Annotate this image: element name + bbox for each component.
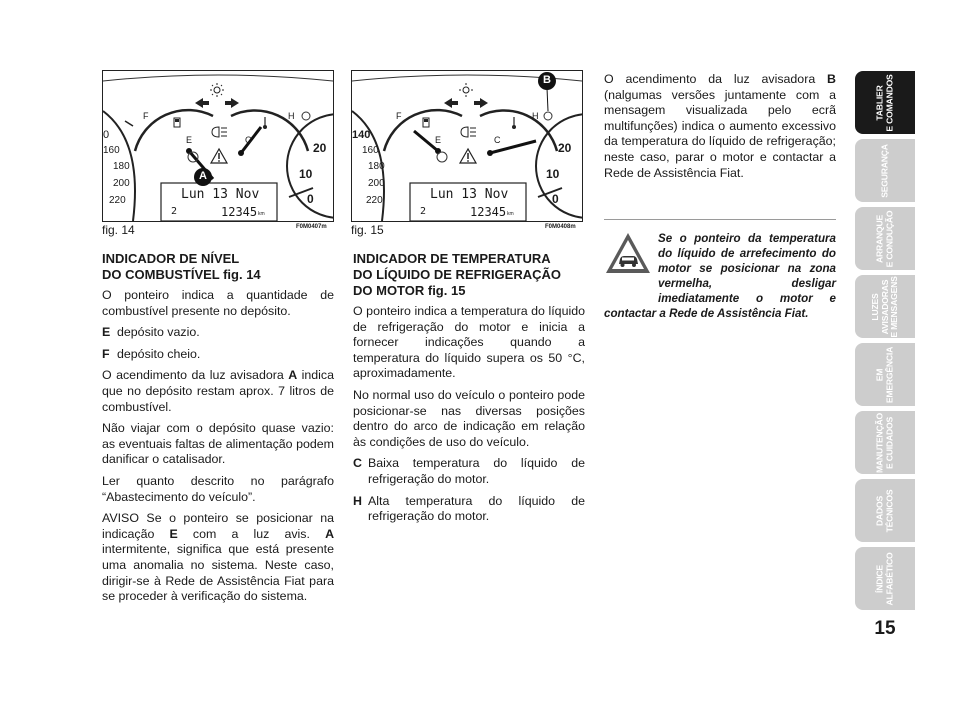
definition-item: H Alta temperatura do líquido de refrigeração do motor.: [353, 493, 585, 524]
headlight-icon: [212, 127, 227, 137]
display-gear: 2: [171, 206, 178, 217]
tab-em-emergencia[interactable]: EM EMERGÊNCIA: [855, 343, 915, 406]
position-lights-icon: [459, 83, 473, 97]
display-gear: 2: [420, 206, 427, 217]
callout-b-label: B: [543, 74, 551, 86]
page-number: 15: [874, 618, 896, 639]
tab-dados-tecnicos[interactable]: DADOS TÉCNICOS: [855, 479, 915, 542]
display-odometer: 12345: [221, 205, 258, 219]
column-fuel-level: [102, 251, 334, 611]
coolant-intro-paragraph: O ponteiro indica a temperatura do líquido de refrigeração do motor e inicia a fornecer indicações quando a temperatura do líquido supera os 50 °C, aproximadamente.: [353, 304, 585, 381]
fuel-full-label: F: [143, 111, 149, 121]
column-coolant-temperature: [353, 251, 585, 531]
figure-14-caption: fig. 14: [102, 223, 135, 237]
speed-tick-1: 160: [103, 145, 120, 156]
fuel-full-label: F: [396, 111, 402, 121]
definition-item: C Baixa temperatura do líquido de refrigeração do motor.: [353, 456, 585, 486]
speed-tick-140: 140: [352, 129, 371, 141]
callout-a-label: A: [199, 170, 207, 182]
fuel-notice-paragraph: AVISO Se o ponteiro se posicionar na indicação E com a luz avis. A intermitente, significa que está presente uma anomalia no sistema. Neste caso, dirigir-se à Rede de Assistência Fiat para se proceder à verificação do sistema.: [102, 511, 335, 604]
rpm-tick-0: 0: [552, 192, 559, 206]
warning-triangle-icon: [460, 149, 476, 163]
speed-tick-0: 0: [103, 129, 110, 141]
fuel-empty-label: E: [186, 135, 193, 145]
tab-manutencao-e-cuidados[interactable]: MANUTENÇÃO E CUIDADOS: [855, 411, 915, 474]
road-hazard-warning-icon: [604, 231, 652, 275]
temp-hot-label: H: [288, 111, 295, 121]
thermometer-icon: [512, 117, 516, 129]
warning-box: [604, 231, 836, 321]
warning-top-rule: [604, 219, 836, 220]
display-date: Lun 13 Nov: [181, 187, 260, 202]
temp-cold-label: C: [245, 135, 252, 145]
turn-left-arrow-icon: [444, 98, 458, 108]
figure-15-instrument-panel: [351, 70, 583, 222]
tab-arranque-e-conducao[interactable]: ARRANQUE E CONDUÇÃO: [855, 207, 915, 270]
rpm-tick-10: 10: [546, 167, 560, 181]
tab-seguranca[interactable]: SEGURANÇA: [855, 139, 915, 202]
speed-tick-3: 200: [113, 178, 130, 189]
column-coolant-warning-light: [604, 72, 836, 187]
fuel-empty-label: E: [435, 135, 442, 145]
display-unit: km: [258, 211, 265, 217]
speed-tick-180: 180: [368, 161, 385, 172]
rpm-tick-0: 0: [307, 192, 314, 206]
thermometer-icon: [263, 117, 267, 129]
speed-tick-220: 220: [366, 195, 383, 206]
figure-15-code: F0M0408m: [545, 224, 576, 230]
fuel-pump-icon: [423, 118, 429, 127]
figure-15-caption: fig. 15: [351, 223, 384, 237]
turn-right-arrow-icon: [474, 98, 488, 108]
tab-tablier-e-comandos[interactable]: TABLIER E COMANDOS: [855, 71, 915, 134]
display-unit: km: [507, 211, 514, 217]
turn-left-arrow-icon: [195, 98, 209, 108]
turn-right-arrow-icon: [225, 98, 239, 108]
display-date: Lun 13 Nov: [430, 187, 509, 202]
tab-luzes-avisadoras[interactable]: LUZES AVISADORAS E MENSAGENS: [855, 275, 915, 338]
warning-text: Se o ponteiro da temperatura do líquido de arrefecimento do motor se posicionar na zona vermelha, desligar imediatamente o motor e contactar a Rede de Assistência Fiat.: [604, 232, 836, 320]
warning-triangle-icon: [211, 149, 227, 163]
refuelling-reference-paragraph: Ler quanto descrito no parágrafo “Abastecimento do veículo”.: [102, 473, 334, 504]
definition-item: F depósito cheio.: [102, 346, 201, 361]
fuel-pump-icon: [174, 118, 180, 127]
coolant-normal-use-paragraph: No normal uso do veículo o ponteiro pode posicionar-se nas diversas posições dentro do arco de indicação em relação às condições de uso do veículo.: [353, 387, 585, 449]
figure-14-code: F0M0407m: [296, 224, 327, 230]
speed-tick-2: 180: [113, 161, 130, 172]
headlight-icon: [461, 127, 476, 137]
speed-tick-4: 220: [109, 195, 126, 206]
position-lights-icon: [210, 83, 224, 97]
display-odometer: 12345: [470, 205, 507, 219]
rpm-tick-20: 20: [313, 141, 327, 155]
definition-item: E depósito vazio.: [102, 325, 200, 340]
warning-icon-box: [604, 231, 658, 293]
fuel-level-heading: INDICADOR DE NÍVEL DO COMBUSTÍVEL fig. 14: [102, 251, 261, 282]
speed-tick-160: 160: [362, 145, 379, 156]
coolant-temperature-heading: INDICADOR DE TEMPERATURA DO LÍQUIDO DE REFRIGERAÇÃO DO MOTOR fig. 15: [353, 251, 562, 298]
speed-tick-200: 200: [368, 178, 385, 189]
rpm-tick-20: 20: [558, 141, 572, 155]
fuel-warning-light-paragraph: O acendimento da luz avisadora A indica que no depósito restam aprox. 7 litros de combustível.: [102, 368, 334, 414]
temp-hot-label: H: [532, 111, 539, 121]
fuel-level-intro: O ponteiro indica a quantidade de combustível presente no depósito.: [102, 288, 334, 318]
coolant-warning-light-paragraph: O acendimento da luz avisadora B (nalgumas versões juntamente com a mensagem visualizada pelo ecrã multifunções) indica o aumento excessivo da temperatura do líquido de refrigeração; neste caso, parar o motor e contactar a Rede de Assistência Fiat.: [604, 72, 836, 180]
low-fuel-advice-paragraph: Não viajar com o depósito quase vazio: as eventuais faltas de alimentação podem danificar o catalisador.: [102, 421, 334, 467]
figure-14-instrument-panel: [102, 70, 334, 222]
rpm-tick-10: 10: [299, 167, 313, 181]
temp-cold-label: C: [494, 135, 501, 145]
tab-indice-alfabetico[interactable]: ÍNDICE ALFABÉTICO: [855, 547, 915, 610]
